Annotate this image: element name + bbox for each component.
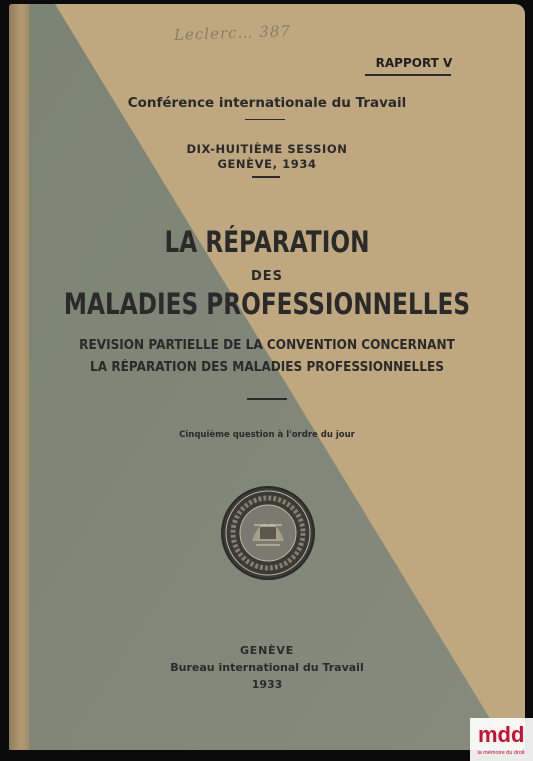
svg-text:la mémoire du droit: la mémoire du droit [477,750,525,756]
divider-ornament [245,119,285,120]
report-label-underline [365,74,451,76]
imprint-city: GENÈVE [239,644,295,657]
ilo-seal-emblem [220,485,316,581]
agenda-note: Cinquième question à l'ordre du jour [179,430,355,440]
title-line-1: LA RÉPARATION [164,225,370,259]
divider-rule [247,398,287,400]
pencil-annotation: Leclerc… 387 [173,21,292,45]
conference-name: Conférence internationale du Travail [127,95,407,111]
divider-rule [252,176,280,178]
title-line-2: DES [250,269,284,284]
subtitle-line-1: REVISION PARTIELLE DE LA CONVENTION CONCERNANT [79,338,455,353]
session-place-date: GENÈVE, 1934 [217,157,317,171]
mdd-watermark-logo [470,718,533,761]
grey-diagonal-overlay [9,4,525,750]
title-line-3: MALADIES PROFESSIONNELLES [63,287,471,321]
session-title: DIX-HUITIÈME SESSION [186,142,348,156]
imprint-year: 1933 [251,678,283,691]
svg-text:mdd: mdd [478,722,525,747]
imprint-publisher: Bureau international du Travail [170,661,364,674]
book-cover [9,4,525,750]
subtitle-line-2: LA RÉPARATION DES MALADIES PROFESSIONNELLES [90,360,444,375]
report-label: RAPPORT V [375,56,453,70]
